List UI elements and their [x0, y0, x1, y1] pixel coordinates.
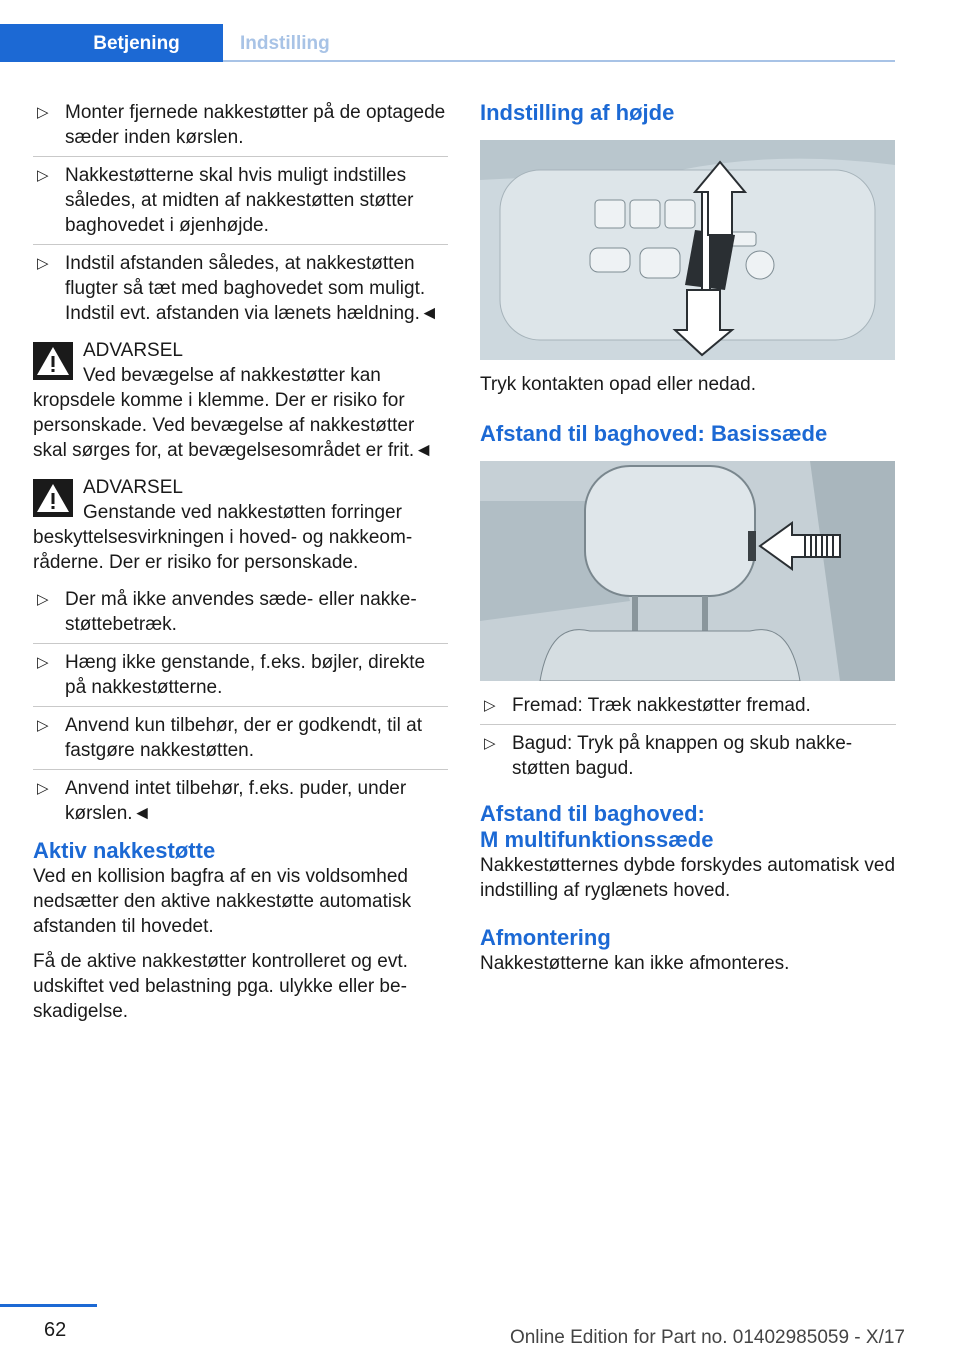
list-item-text: Bagud: Tryk på knappen og skub nakkestøtten bagud.: [512, 733, 853, 779]
list-item: [33, 713, 448, 770]
heading-line: M multifunktionssæde: [480, 827, 714, 852]
list-item: [480, 693, 896, 725]
list-item: [33, 587, 448, 644]
warning-triangle-icon: [33, 479, 73, 517]
warning-title: ADVARSEL: [83, 477, 183, 498]
headrest-illustration: [480, 461, 895, 681]
triangle-bullet-icon: ▷: [37, 591, 49, 608]
list-item-text: Anvend intet tilbehør, f.eks. puder, under kørslen.◄: [65, 778, 407, 824]
heading-line: Afstand til baghoved:: [480, 801, 705, 826]
warning-block: [33, 338, 448, 463]
list-item-text: Fremad: Træk nakkestøtter fremad.: [512, 695, 811, 716]
triangle-bullet-icon: ▷: [37, 255, 49, 272]
paragraph: Få de aktive nakkestøtter kontrolleret og evt. udskiftet ved belastning pga. ulykke eller beskadigelse.: [33, 951, 408, 1022]
triangle-bullet-icon: ▷: [484, 697, 496, 714]
paragraph: Nakkestøtternes dybde forskydes automatisk ved indstilling af ryglænets hoved.: [480, 855, 896, 901]
caption: Tryk kontakten opad eller nedad.: [480, 374, 757, 395]
warning-block: [33, 475, 448, 575]
tab-indstilling[interactable]: [240, 24, 330, 62]
bullet-list-top: [33, 100, 448, 332]
warning-text-first: Genstande ved nakkestøtten forringer: [83, 502, 402, 523]
bullet-list-bottom: [33, 587, 448, 832]
warning-triangle-icon: [33, 342, 73, 380]
list-item-text: Indstil afstanden således, at nakkestøtten flugter så tæt med baghovedet som muligt. Indstil evt. afstanden via lænets hældning.◄: [65, 253, 439, 324]
list-item: [33, 776, 448, 832]
seat-switch-drawing: [480, 140, 895, 360]
section-heading-basis: Afstand til baghoved: Basissæde: [480, 421, 828, 446]
warning-title: ADVARSEL: [83, 340, 183, 361]
page-number: 62: [44, 1319, 67, 1341]
triangle-bullet-icon: ▷: [37, 104, 49, 121]
warning-text: kropsdele komme i klemme. Der er risiko for personskade. Ved bevægelse af nakkestøtter skal sørges for, at bevægelsesområdet er frit.◄: [33, 390, 434, 461]
headrest-drawing: [480, 461, 895, 681]
warning-text-first: Ved bevægelse af nakkestøtter kan: [83, 365, 381, 386]
list-item-text: Monter fjernede nakkestøtter på de optagede sæder inden kørslen.: [65, 102, 446, 148]
list-item: [33, 163, 448, 245]
seat-switch-illustration: [480, 140, 895, 360]
warning-text: beskyttelsesvirkningen i hoved- og nakkeområderne. Der er risiko for personskade.: [33, 527, 413, 573]
list-item-text: Der må ikke anvendes sæde- eller nakkestøttebetræk.: [65, 589, 417, 635]
section-heading-m-seat: [480, 801, 896, 853]
triangle-bullet-icon: ▷: [484, 735, 496, 752]
list-item: [33, 251, 448, 332]
edition-footer: Online Edition for Part no. 01402985059 - X/17: [509, 1327, 905, 1348]
right-column: [480, 100, 896, 976]
header-divider: [223, 60, 895, 62]
paragraph: Nakkestøtterne kan ikke afmonteres.: [480, 953, 790, 974]
section-heading-removal: Afmontering: [480, 925, 611, 950]
list-item: [480, 731, 896, 787]
triangle-bullet-icon: ▷: [37, 780, 49, 797]
triangle-bullet-icon: ▷: [37, 717, 49, 734]
tab-label: Indstilling: [240, 32, 330, 54]
triangle-bullet-icon: ▷: [37, 167, 49, 184]
list-item-text: Anvend kun tilbehør, der er godkendt, til at fastgøre nakkestøtten.: [65, 715, 422, 761]
tab-betjening[interactable]: [0, 24, 223, 62]
page-number-rule: [0, 1304, 97, 1307]
section-heading-height: Indstilling af højde: [480, 100, 675, 125]
paragraph: Ved en kollision bagfra af en vis voldsomhed nedsætter den aktive nakkestøtte automatisk afstanden til hovedet.: [33, 866, 412, 937]
list-item-text: Nakkestøtterne skal hvis muligt indstilles således, at midten af nakkestøtten støtter baghovedet i øjenhøjde.: [65, 165, 414, 236]
list-item: [33, 100, 448, 157]
bullet-list-basis: [480, 693, 896, 787]
left-column: [33, 100, 448, 1024]
section-heading-active-headrest: Aktiv nakkestøtte: [33, 838, 216, 863]
list-item: [33, 650, 448, 707]
list-item-text: Hæng ikke genstande, f.eks. bøjler, direkte på nakkestøtterne.: [65, 652, 426, 698]
tab-label: Betjening: [93, 32, 180, 54]
triangle-bullet-icon: ▷: [37, 654, 49, 671]
